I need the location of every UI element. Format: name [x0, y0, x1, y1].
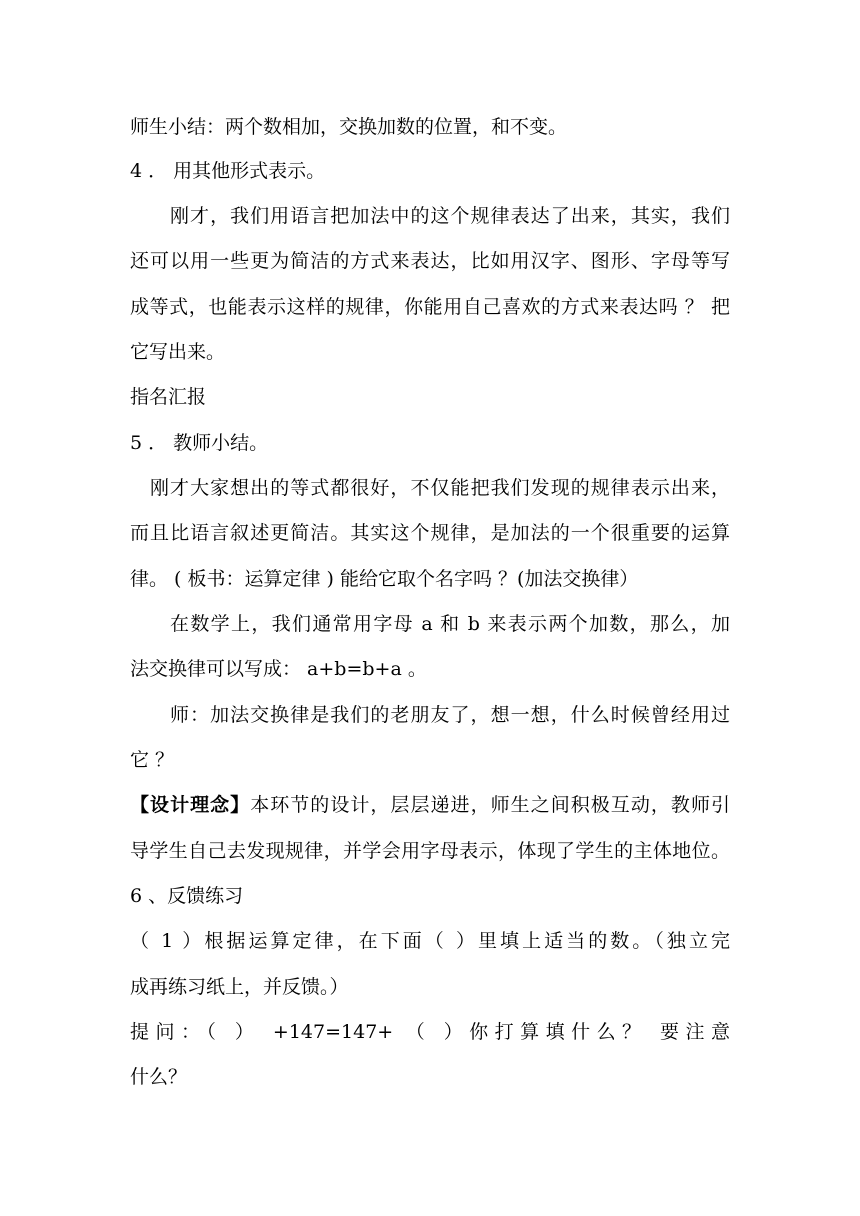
heading-step-6: 6 、反馈练习 — [130, 885, 244, 907]
exercise-line: （ 1 ）根据运算定律，在下面（ ）里填上适当的数。（独立完 — [130, 930, 730, 952]
paragraph-line: 它写出来。 — [130, 341, 226, 363]
design-concept-label: 【设计理念】 — [130, 794, 251, 816]
question-line: 什么？ — [130, 1066, 188, 1088]
paragraph-line: 刚才大家想出的等式都很好，不仅能把我们发现的规律表示出来， — [150, 477, 730, 499]
design-concept-line: 【设计理念】本环节的设计，层层递进，师生之间积极互动，教师引 — [130, 794, 730, 816]
paragraph-line: 它 ？ — [130, 749, 175, 771]
paragraph-line: 律。 ( 板书：运算定律 ) 能给它取个名字吗 ？(加法交换律） — [130, 568, 639, 590]
heading-step-4: 4 ． 用其他形式表示。 — [130, 160, 326, 182]
question-line: 提问：（ ） +147=147+ （ ）你打算填什么？ 要注意 — [130, 1021, 730, 1043]
paragraph-line: 成等式，也能表示这样的规律，你能用自己喜欢的方式来表达吗 ？ 把 — [130, 296, 730, 318]
paragraph-line: 刚才，我们用语言把加法中的这个规律表达了出来，其实，我们 — [170, 205, 730, 227]
paragraph-line: 而且比语言叙述更简洁。其实这个规律，是加法的一个很重要的运算 — [130, 522, 730, 544]
text-line-summary: 师生小结：两个数相加，交换加数的位置，和不变。 — [130, 116, 568, 138]
paragraph-line: 在数学上，我们通常用字母 a 和 b 来表示两个加数，那么，加 — [170, 613, 730, 635]
paragraph-line: 还可以用一些更为简洁的方式来表达，比如用汉字、图形、字母等写 — [130, 250, 730, 272]
exercise-line: 成再练习纸上，并反馈。） — [130, 976, 349, 998]
paragraph-line: 师：加法交换律是我们的老朋友了，想一想，什么时候曾经用过 — [170, 704, 730, 726]
design-concept-line: 导学生自己去发现规律，并学会用字母表示，体现了学生的主体地位。 — [130, 840, 730, 862]
text-line-report: 指名汇报 — [130, 386, 207, 408]
heading-step-5: 5 ． 教师小结。 — [130, 432, 269, 454]
formula-line: 法交换律可以写成： a+b=b+a 。 — [130, 658, 427, 680]
